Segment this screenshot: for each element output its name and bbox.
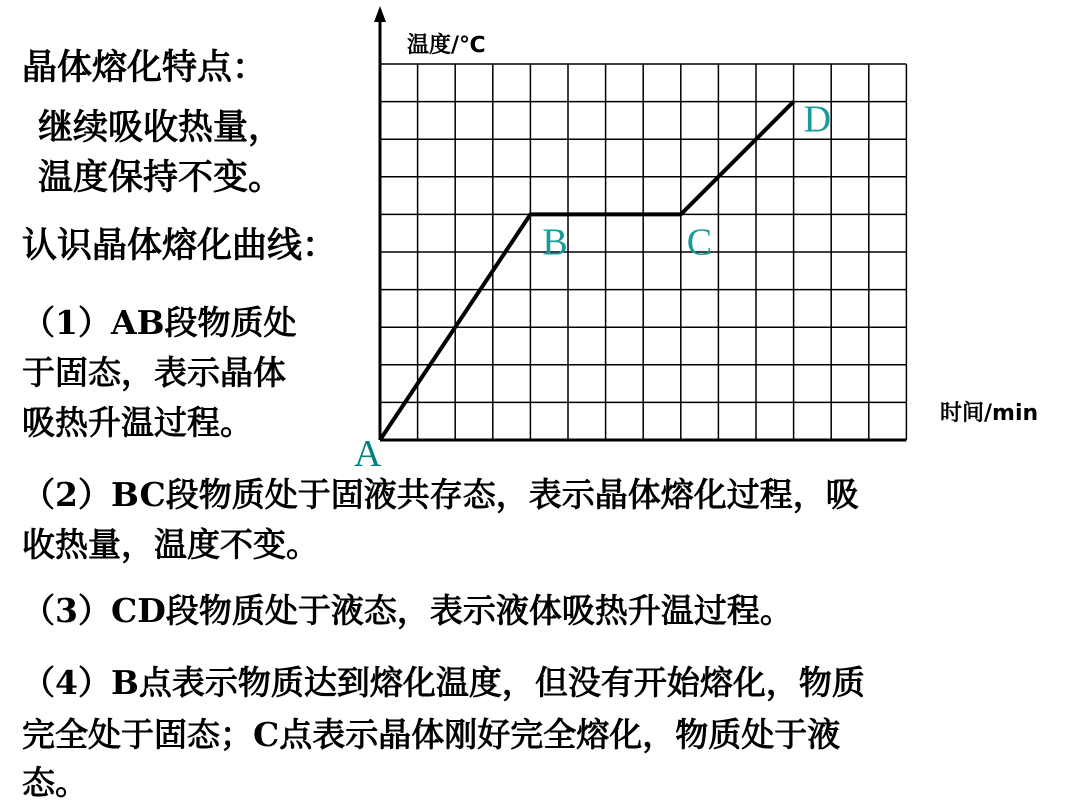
chart-axes <box>374 6 906 440</box>
bc-segment-line-2: 收热量，温度不变。 <box>22 525 319 564</box>
point-label-b: B <box>542 221 568 264</box>
ab-segment-line-3: 吸热升温过程。 <box>22 403 253 442</box>
ab-segment-line-2: 于固态，表示晶体 <box>22 353 286 392</box>
chart-point-labels <box>354 99 831 475</box>
chart-series <box>380 102 794 440</box>
cd-segment-line-1: （3）CD段物质处于液态，表示液体吸热升温过程。 <box>22 591 793 630</box>
bc-segment-line-1: （2）BC段物质处于固液共存态，表示晶体熔化过程，吸 <box>22 475 859 514</box>
point-label-d: D <box>803 98 832 141</box>
feature-line-1: 继续吸收热量， <box>38 107 284 148</box>
point-label-c: C <box>686 221 713 264</box>
curve-heading: 认识晶体熔化曲线： <box>22 225 338 266</box>
point-explanation-line-1: （4）B点表示物质达到熔化温度，但没有开始熔化，物质 <box>22 663 865 702</box>
x-axis-label: 时间/min <box>940 401 1039 426</box>
feature-line-2: 温度保持不变。 <box>38 157 284 198</box>
y-axis-arrow-icon <box>374 6 386 22</box>
point-explanation-line-2: 完全处于固态；C点表示晶体刚好完全熔化，物质处于液 <box>22 715 841 754</box>
y-axis-label: 温度/℃ <box>407 33 486 58</box>
ab-segment-line-1: （1）AB段物质处 <box>22 303 297 342</box>
melting-curve-line <box>380 102 794 440</box>
point-explanation-line-3: 态。 <box>22 763 88 802</box>
point-label-a: A <box>354 433 382 475</box>
feature-heading: 晶体熔化特点： <box>22 47 268 88</box>
